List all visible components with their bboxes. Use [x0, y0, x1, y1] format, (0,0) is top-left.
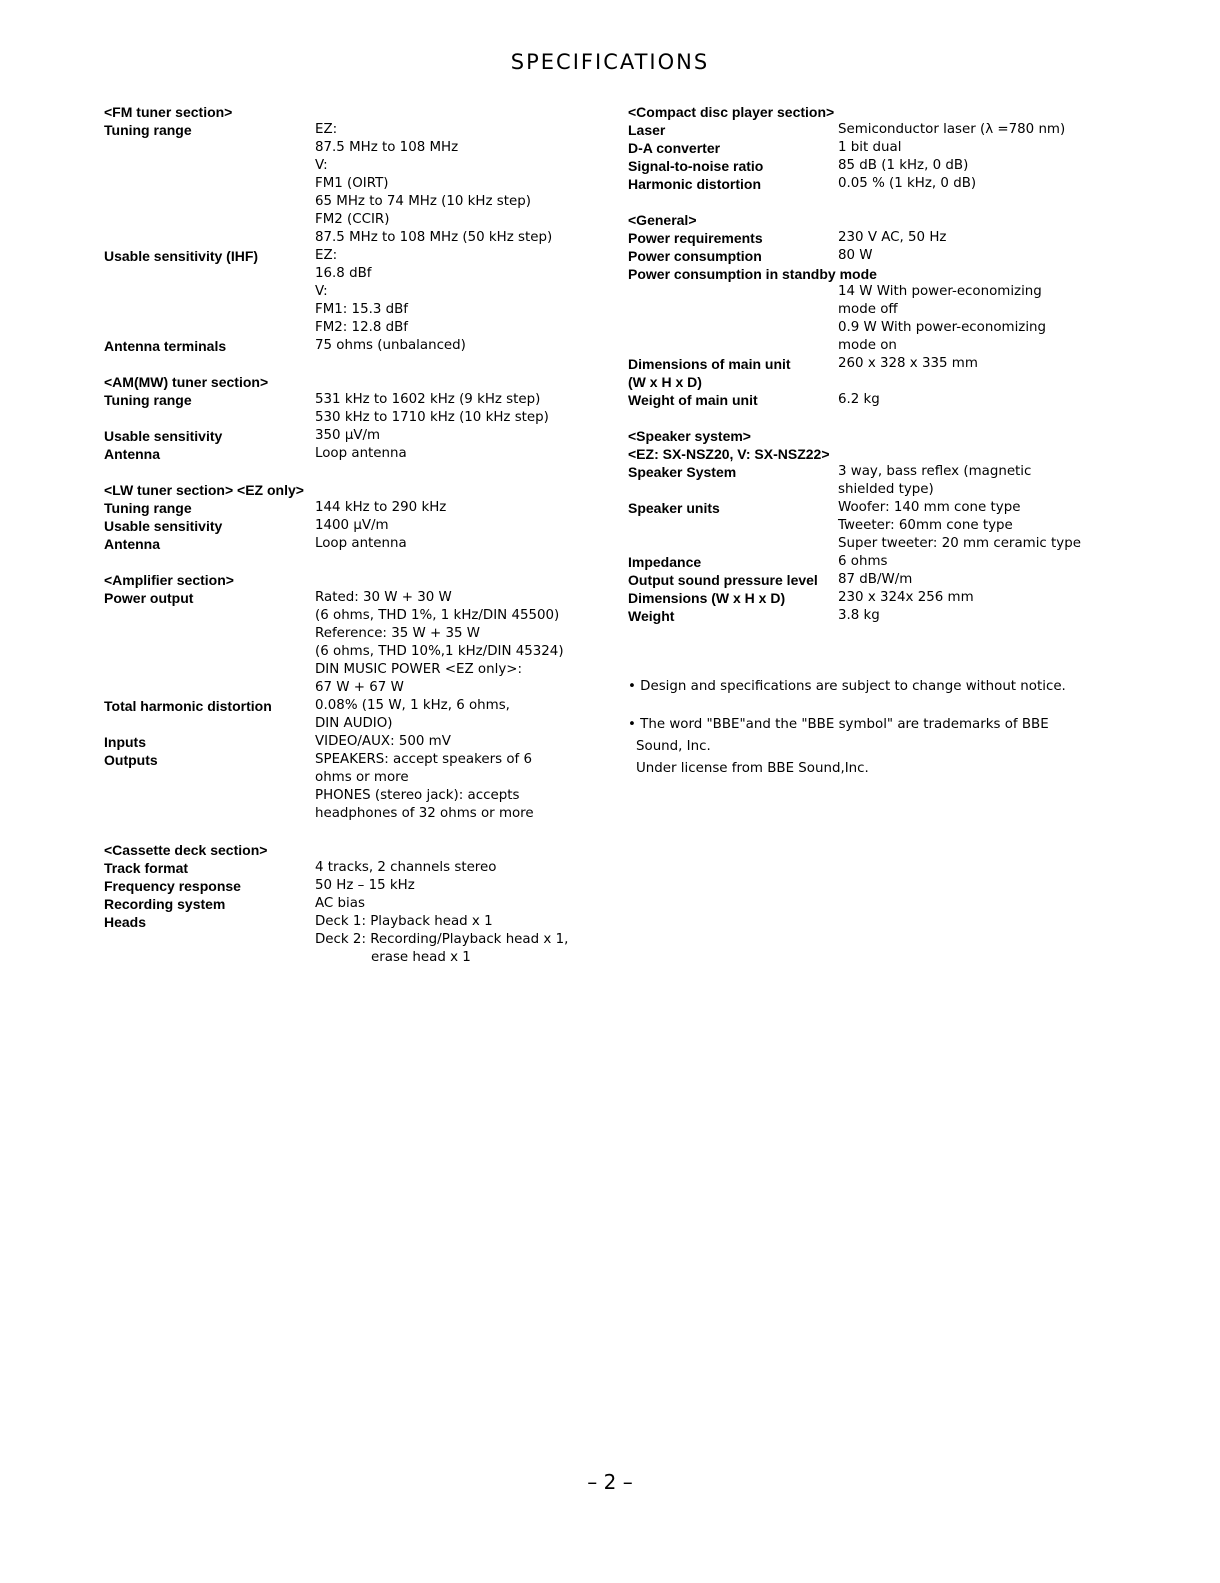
spec-row: [104, 949, 584, 967]
general-dim-label: Dimensions of main unit: [628, 356, 791, 372]
am-sensitivity-label: Usable sensitivity: [104, 428, 223, 444]
spec-row: [628, 391, 1148, 409]
fm-heading: <FM tuner section>: [104, 104, 233, 120]
spec-value: 65 MHz to 74 MHz (10 kHz step): [315, 194, 531, 209]
note-bbe-cont: Sound, Inc.: [636, 739, 711, 754]
cd-da-label: D-A converter: [628, 140, 721, 156]
spec-row: [628, 229, 1148, 247]
spec-row: [104, 211, 584, 229]
spec-row: [104, 499, 584, 517]
general-dim-label-2: (W x H x D): [628, 374, 702, 390]
spec-value: 87 dB/W/m: [838, 572, 913, 587]
spec-value: 87.5 MHz to 108 MHz (50 kHz step): [315, 230, 553, 245]
lw-tuning-range-label: Tuning range: [104, 500, 192, 516]
spec-row: [104, 337, 584, 355]
spec-row: [104, 859, 584, 877]
spec-row: [104, 139, 584, 157]
spec-row: [628, 499, 1148, 517]
cassette-track-label: Track format: [104, 860, 189, 876]
spec-value: Semiconductor laser (λ =780 nm): [838, 122, 1066, 137]
spec-row: [104, 877, 584, 895]
spec-row: [628, 283, 1148, 301]
spec-row: [104, 229, 584, 247]
spec-value: 1400 µV/m: [315, 518, 389, 533]
spec-value: PHONES (stereo jack): accepts: [315, 788, 520, 803]
spec-row: [628, 589, 1148, 607]
spec-row: [628, 319, 1148, 337]
am-antenna-label: Antenna: [104, 446, 160, 462]
spec-value: mode off: [838, 302, 898, 317]
spec-value: FM1: 15.3 dBf: [315, 302, 409, 317]
spec-value: DIN MUSIC POWER <EZ only>:: [315, 662, 522, 677]
spec-value: (6 ohms, THD 10%,1 kHz/DIN 45324): [315, 644, 564, 659]
spec-row: [628, 535, 1148, 553]
note-license: Under license from BBE Sound,Inc.: [636, 761, 869, 776]
spec-row: [104, 895, 584, 913]
amp-thd-label: Total harmonic distortion: [104, 698, 272, 714]
spec-row: [628, 355, 1148, 373]
page-title: SPECIFICATIONS: [510, 50, 710, 74]
spec-row: [104, 445, 584, 463]
spec-row: [628, 301, 1148, 319]
spec-value: ohms or more: [315, 770, 409, 785]
spec-row: [104, 679, 584, 697]
spec-row: [104, 805, 584, 823]
spec-row: [628, 607, 1148, 625]
general-power-req-label: Power requirements: [628, 230, 763, 246]
spec-value: Reference: 35 W + 35 W: [315, 626, 481, 641]
cd-snr-label: Signal-to-noise ratio: [628, 158, 764, 174]
spec-value: VIDEO/AUX: 500 mV: [315, 734, 451, 749]
amp-power-label: Power output: [104, 590, 194, 606]
spec-value: 3 way, bass reflex (magnetic: [838, 464, 1032, 479]
spec-row: [104, 535, 584, 553]
spec-value: erase head x 1: [371, 950, 471, 965]
spec-row: [104, 607, 584, 625]
speaker-heading: <Speaker system>: [628, 428, 751, 444]
cassette-heads-label: Heads: [104, 914, 147, 930]
cd-hd-label: Harmonic distortion: [628, 176, 762, 192]
spec-row: [628, 517, 1148, 535]
spec-value: 6 ohms: [838, 554, 888, 569]
spec-value: FM2 (CCIR): [315, 212, 390, 227]
lw-antenna-label: Antenna: [104, 536, 160, 552]
cassette-freq-label: Frequency response: [104, 878, 241, 894]
spec-value: 67 W + 67 W: [315, 680, 404, 695]
lw-heading: <LW tuner section> <EZ only>: [104, 482, 304, 498]
page-number: – 2 –: [587, 1470, 633, 1494]
spec-value: headphones of 32 ohms or more: [315, 806, 534, 821]
speaker-weight-label: Weight: [628, 608, 675, 624]
general-weight-label: Weight of main unit: [628, 392, 758, 408]
lw-sensitivity-label: Usable sensitivity: [104, 518, 223, 534]
amp-heading: <Amplifier section>: [104, 572, 234, 588]
spec-value: 531 kHz to 1602 kHz (9 kHz step): [315, 392, 541, 407]
spec-row: [628, 337, 1148, 355]
spec-row: [104, 193, 584, 211]
spec-row: [104, 409, 584, 427]
spec-value: 230 x 324x 256 mm: [838, 590, 974, 605]
right-column: [628, 103, 1148, 625]
spec-value: FM2: 12.8 dBf: [315, 320, 409, 335]
spec-row: [104, 787, 584, 805]
spec-row: [104, 715, 584, 733]
cd-heading: <Compact disc player section>: [628, 104, 835, 120]
spec-row: [104, 913, 584, 931]
spec-value: Woofer: 140 mm cone type: [838, 500, 1021, 515]
spec-value: 350 µV/m: [315, 428, 381, 443]
spec-value: Deck 1: Playback head x 1: [315, 914, 493, 929]
spec-value: Rated: 30 W + 30 W: [315, 590, 452, 605]
spec-row: [104, 247, 584, 265]
spec-row: [104, 661, 584, 679]
spec-row: [104, 427, 584, 445]
spec-value: Deck 2: Recording/Playback head x 1,: [315, 932, 569, 947]
speaker-models: <EZ: SX-NSZ20, V: SX-NSZ22>: [628, 446, 830, 462]
spec-value: Loop antenna: [315, 446, 407, 461]
spec-value: 85 dB (1 kHz, 0 dB): [838, 158, 969, 173]
left-column: [104, 103, 584, 967]
spec-value: SPEAKERS: accept speakers of 6: [315, 752, 533, 767]
spec-row: [628, 463, 1148, 481]
spec-row: [628, 373, 1148, 391]
note-bbe: • The word "BBE"and the "BBE symbol" are trademarks of BBE: [628, 717, 1049, 732]
spec-row: [104, 301, 584, 319]
spec-value: 0.9 W With power-economizing: [838, 320, 1047, 335]
spec-value: 0.05 % (1 kHz, 0 dB): [838, 176, 977, 191]
spec-row: [104, 589, 584, 607]
amp-outputs-label: Outputs: [104, 752, 158, 768]
spec-value: DIN AUDIO): [315, 716, 393, 731]
spec-value: V:: [315, 284, 328, 299]
spec-row: [104, 283, 584, 301]
speaker-impedance-label: Impedance: [628, 554, 702, 570]
spec-value: Tweeter: 60mm cone type: [838, 518, 1013, 533]
spec-row: [104, 391, 584, 409]
general-power-cons-label: Power consumption: [628, 248, 762, 264]
spec-row: [628, 139, 1148, 157]
spec-value: 230 V AC, 50 Hz: [838, 230, 947, 245]
spec-row: [628, 157, 1148, 175]
spec-value: 87.5 MHz to 108 MHz: [315, 140, 459, 155]
spec-row: [628, 247, 1148, 265]
spec-row: [628, 175, 1148, 193]
spec-row: [104, 751, 584, 769]
spec-value: 6.2 kg: [838, 392, 880, 407]
general-heading: <General>: [628, 212, 697, 228]
spec-value: Loop antenna: [315, 536, 407, 551]
spec-row: [104, 157, 584, 175]
spec-value: 16.8 dBf: [315, 266, 372, 281]
spec-value: V:: [315, 158, 328, 173]
spec-value: shielded type): [838, 482, 934, 497]
cd-laser-label: Laser: [628, 122, 666, 138]
spec-value: 3.8 kg: [838, 608, 880, 623]
fm-sensitivity-label: Usable sensitivity (IHF): [104, 248, 259, 264]
cassette-heading: <Cassette deck section>: [104, 842, 268, 858]
speaker-units-label: Speaker units: [628, 500, 720, 516]
spec-value: Super tweeter: 20 mm ceramic type: [838, 536, 1081, 551]
amp-inputs-label: Inputs: [104, 734, 146, 750]
spec-row: [104, 175, 584, 193]
spec-row: [104, 697, 584, 715]
spec-value: 0.08% (15 W, 1 kHz, 6 ohms,: [315, 698, 510, 713]
speaker-spl-label: Output sound pressure level: [628, 572, 818, 588]
spec-row: [104, 121, 584, 139]
spec-row: [628, 553, 1148, 571]
spec-row: [628, 121, 1148, 139]
notes: [628, 676, 1088, 780]
spec-row: [628, 571, 1148, 589]
spec-row: [104, 733, 584, 751]
spec-row: [104, 265, 584, 283]
spec-row: [104, 319, 584, 337]
spec-row: [628, 481, 1148, 499]
spec-value: FM1 (OIRT): [315, 176, 389, 191]
spec-row: [104, 517, 584, 535]
spec-value: 1 bit dual: [838, 140, 902, 155]
spec-value: 144 kHz to 290 kHz: [315, 500, 447, 515]
spec-value: 530 kHz to 1710 kHz (10 kHz step): [315, 410, 549, 425]
general-standby-label: Power consumption in standby mode: [628, 266, 877, 282]
spec-value: 4 tracks, 2 channels stereo: [315, 860, 497, 875]
spec-row: [104, 769, 584, 787]
spec-value: 14 W With power-economizing: [838, 284, 1042, 299]
spec-value: mode on: [838, 338, 897, 353]
fm-tuning-range-label: Tuning range: [104, 122, 192, 138]
am-heading: <AM(MW) tuner section>: [104, 374, 269, 390]
spec-value: AC bias: [315, 896, 365, 911]
spec-value: 50 Hz – 15 kHz: [315, 878, 415, 893]
spec-value: 80 W: [838, 248, 873, 263]
spec-row: [104, 643, 584, 661]
spec-row: [104, 931, 584, 949]
spec-value: (6 ohms, THD 1%, 1 kHz/DIN 45500): [315, 608, 560, 623]
am-tuning-range-label: Tuning range: [104, 392, 192, 408]
spec-row: [104, 625, 584, 643]
cassette-rec-label: Recording system: [104, 896, 226, 912]
fm-antenna-label: Antenna terminals: [104, 338, 227, 354]
spec-value: 75 ohms (unbalanced): [315, 338, 466, 353]
spec-value: 260 x 328 x 335 mm: [838, 356, 978, 371]
speaker-system-label: Speaker System: [628, 464, 737, 480]
spec-value: EZ:: [315, 248, 338, 263]
spec-value: EZ:: [315, 122, 338, 137]
note-design: • Design and specifications are subject to change without notice.: [628, 679, 1066, 694]
speaker-dim-label: Dimensions (W x H x D): [628, 590, 786, 606]
